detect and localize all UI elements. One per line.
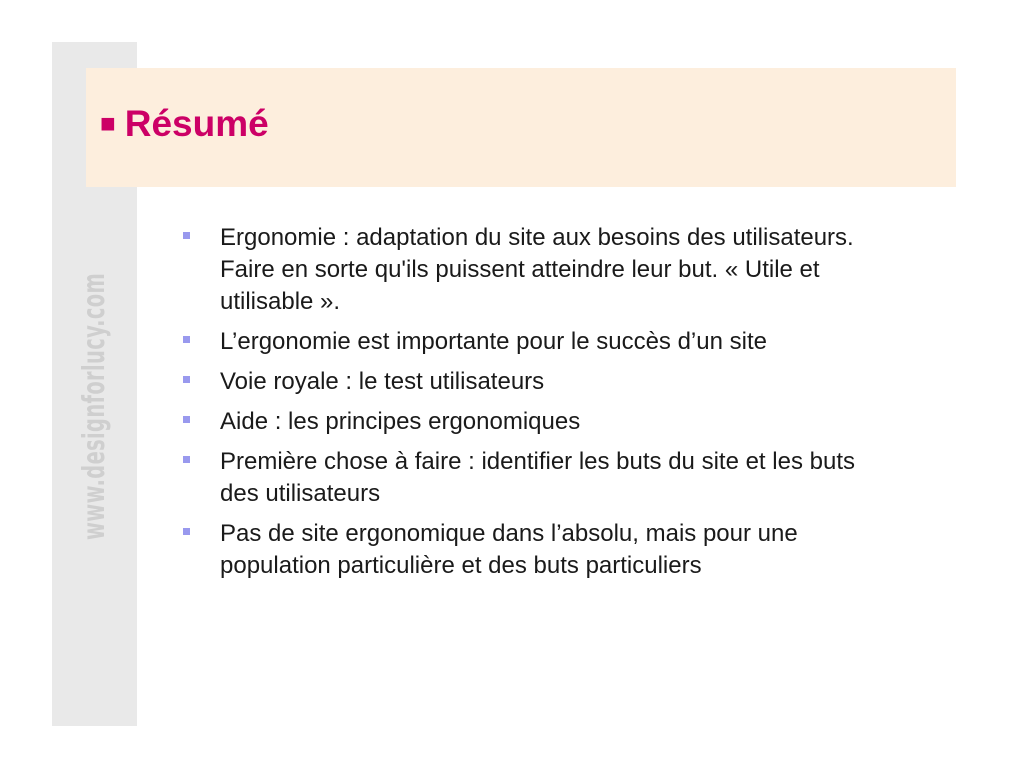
square-bullet-icon — [183, 528, 190, 535]
watermark: www.designforlucy.com — [77, 272, 112, 540]
bullet-text: Première chose à faire : identifier les buts du site et les buts des utilisateurs — [220, 448, 855, 507]
bullet-item — [220, 446, 900, 510]
bullet-item — [220, 406, 900, 438]
square-marker-icon: ■ — [100, 108, 116, 138]
square-bullet-icon — [183, 232, 190, 239]
bullet-text: L’ergonomie est importante pour le succès d’un site — [220, 328, 767, 355]
square-bullet-icon — [183, 456, 190, 463]
square-bullet-icon — [183, 336, 190, 343]
bullet-item — [220, 518, 900, 582]
bullet-text: Pas de site ergonomique dans l’absolu, mais pour une population particulière et des buts particuliers — [220, 520, 798, 579]
bullet-item — [220, 326, 900, 358]
bullet-list — [220, 222, 900, 590]
square-bullet-icon — [183, 416, 190, 423]
slide-title-text: Résumé — [124, 103, 269, 144]
bullet-text: Ergonomie : adaptation du site aux besoins des utilisateurs. Faire en sorte qu'ils puissent atteindre leur but. « Utile et utilisable ». — [220, 224, 854, 315]
bullet-text: Voie royale : le test utilisateurs — [220, 368, 545, 395]
bullet-item — [220, 366, 900, 398]
bullet-item — [220, 222, 900, 318]
slide-title — [100, 104, 269, 145]
square-bullet-icon — [183, 376, 190, 383]
bullet-text: Aide : les principes ergonomiques — [220, 408, 581, 435]
